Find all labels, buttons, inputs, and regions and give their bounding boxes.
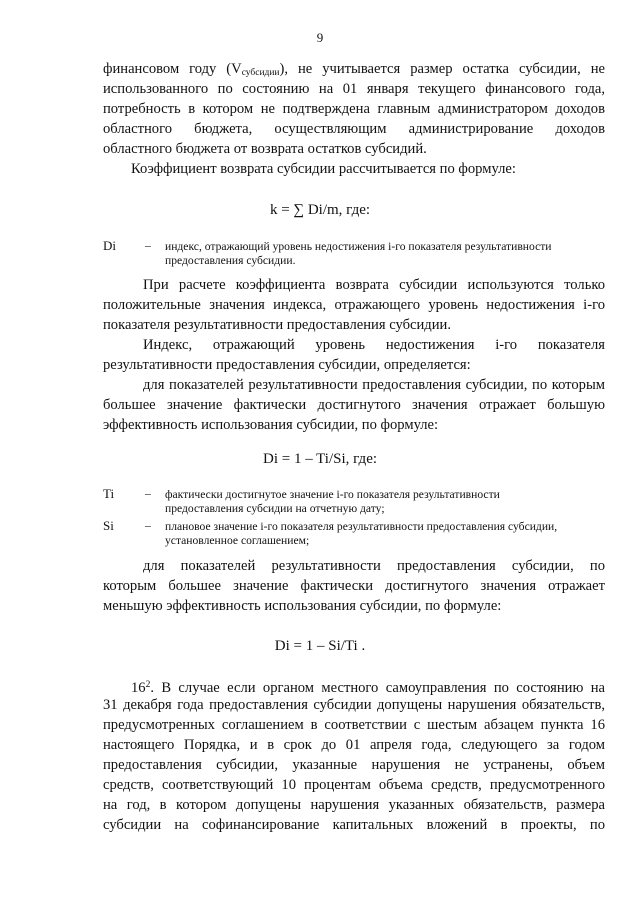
paragraph-line: большее значение фактически достигнутого значения отражает большую	[103, 397, 605, 413]
formula-di: Di = 1 – Ti/Si, где:	[262, 451, 378, 467]
definition-dash: –	[145, 519, 151, 532]
paragraph-line: субсидии на софинансирование капитальных вложений в проекты, по	[103, 817, 605, 833]
paragraph-line: областного бюджета, осуществляющим администрирование доходов	[103, 121, 605, 137]
variable-label: Si	[103, 518, 114, 533]
paragraph-line: потребность в котором не подтверждена главным администратором доходов	[103, 101, 605, 117]
paragraph-line: для показателей результативности предоставления субсидии, по которым	[143, 377, 605, 393]
paragraph-line: Коэффициент возврата субсидии рассчитывается по формуле:	[131, 161, 516, 177]
definition-text: плановое значение i-го показателя результативности предоставления субсидии,	[165, 520, 558, 533]
paragraph-line: настоящего Порядка, и в срок до 01 апреля года, следующего за годом	[103, 737, 605, 753]
definition-text: индекс, отражающий уровень недостижения i-го показателя результативности	[165, 240, 552, 253]
paragraph-line: показателя результативности предоставления субсидии.	[103, 317, 452, 333]
definition-text: установленное соглашением;	[165, 534, 310, 547]
variable-label: Ti	[103, 486, 115, 501]
definition-text: фактически достигнутое значение i-го показателя результативности	[165, 488, 500, 501]
paragraph-line: финансовом году $(V_{субсидии})$, не учитывается размер остатка субсидии, не	[103, 61, 605, 78]
page-number: 9	[316, 30, 324, 45]
paragraph-line: Индекс, отражающий уровень недостижения i-го показателя	[143, 337, 605, 353]
paragraph-line: на год, в котором допущены нарушения указанных обязательств, размера	[103, 797, 605, 813]
paragraph-line: результативности предоставления субсидии, определяется:	[103, 357, 471, 373]
paragraph-line: 31 декабря года предоставления субсидии допущены нарушения обязательств,	[103, 697, 605, 713]
paragraph-line: предоставления субсидии, указанные нарушения не устранены, объем	[103, 757, 605, 773]
paragraph-line: При расчете коэффициента возврата субсидии используются только	[143, 277, 605, 293]
definition-text: предоставления субсидии.	[165, 254, 296, 267]
paragraph-line: $16^2$. В случае если органом местного самоуправления по состоянию на	[131, 680, 605, 696]
variable-label: Di	[103, 238, 116, 253]
paragraph-line: положительные значения индекса, отражающего уровень недостижения i-го	[103, 297, 605, 313]
definition-text: предоставления субсидии на отчетную дату;	[165, 502, 385, 515]
superscript: 2	[145, 680, 151, 690]
paragraph-line: использованного по состоянию на 01 января текущего финансового года,	[103, 81, 605, 97]
paragraph-line: которым большее значение фактически достигнутого значения отражает	[103, 578, 605, 594]
definition-dash: –	[145, 487, 151, 500]
paragraph-line: предусмотренных соглашением в соответствии с шестым абзацем пункта 16	[103, 717, 605, 733]
paragraph-line: областного бюджета от возврата остатков субсидий.	[103, 141, 427, 157]
formula-k: k = ∑ Di/m, где:	[269, 202, 371, 218]
paragraph-line: эффективность использования субсидии, по формуле:	[103, 417, 439, 433]
paragraph-line: средств, соответствующий 10 процентам объема средств, предусмотренного	[103, 777, 605, 793]
formula-di-inverse: Di = 1 – Si/Ti .	[274, 638, 366, 654]
definition-dash: –	[145, 239, 151, 252]
subscript: субсидии	[241, 68, 280, 78]
paragraph-line: для показателей результативности предоставления субсидии, по	[143, 558, 605, 574]
paragraph-line: меньшую эффективность использования субсидии, по формуле:	[103, 598, 502, 614]
